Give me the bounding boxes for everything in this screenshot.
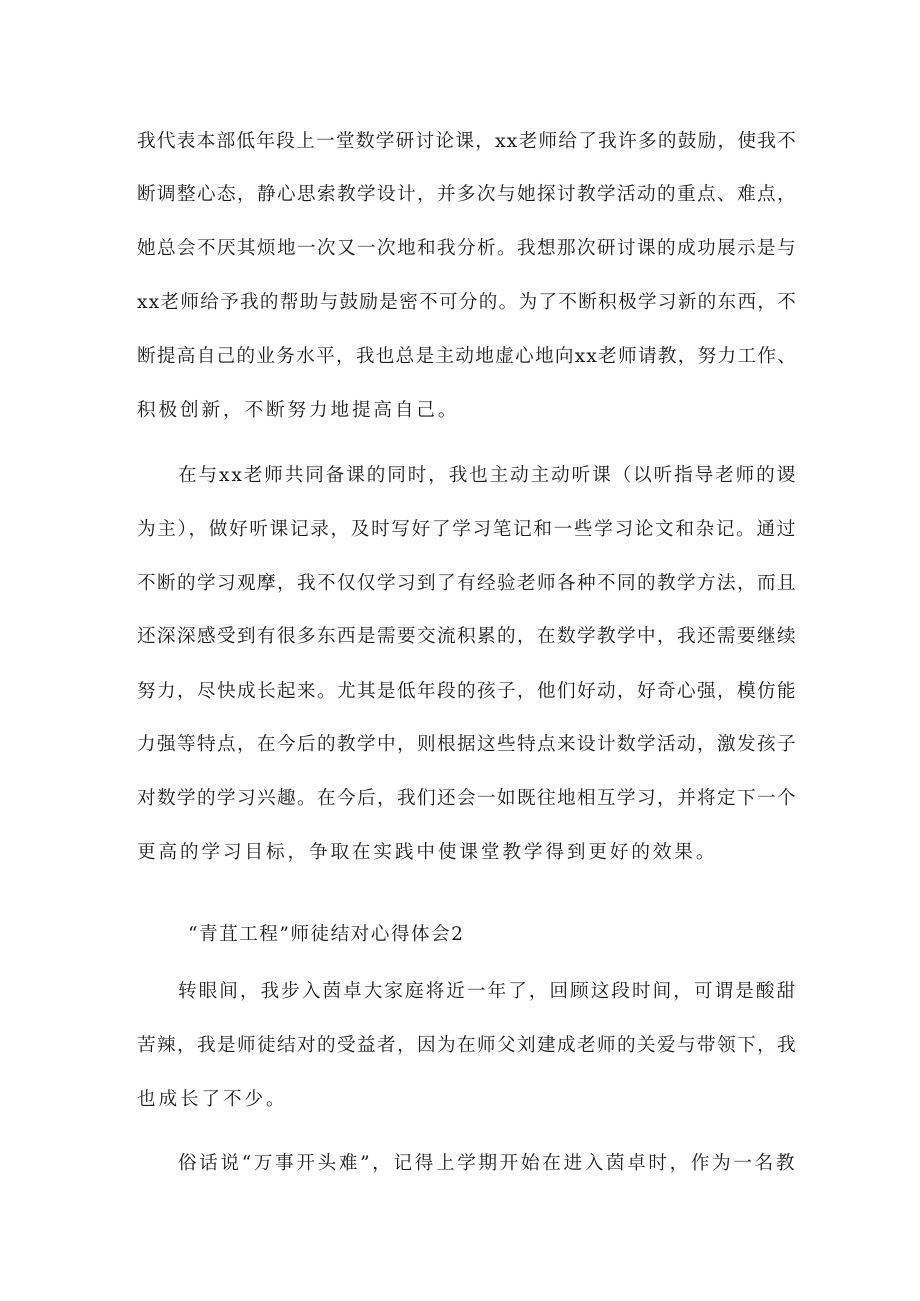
paragraph-2-line-1: 在与xx老师共同备课的同时，我也主动主动听课（以听指导老师的谡 — [178, 465, 798, 486]
paragraph-1-line-6: 积极创新，不断努力地提高自己。 — [137, 400, 460, 421]
paragraph-2-line-8: 更高的学习目标，争取在实践中使课堂教学得到更好的效果。 — [137, 842, 718, 863]
paragraph-2-line-6: 力强等特点，在今后的教学中，则根据这些特点来设计数学活动，激发孩子 — [137, 734, 797, 755]
paragraph-3-line-2: 苦辣，我是师徒结对的受益者，因为在师父刘建成老师的关爱与带领下，我 — [137, 1035, 797, 1056]
paragraph-1-line-2: 断调整心态，静心思索教学设计，并多次与她探讨教学活动的重点、难点， — [137, 184, 797, 205]
paragraph-2-line-5: 努力，尽快成长起来。尤其是低年段的孩子，他们好动，好奇心强，模仿能 — [137, 681, 797, 702]
paragraph-1-line-1: 我代表本部低年段上一堂数学研讨论课，xx老师给了我许多的鼓励，使我不 — [137, 131, 797, 152]
paragraph-2-line-7: 对数学的学习兴趣。在今后，我们还会一如既往地相互学习，并将定下一个 — [137, 788, 797, 809]
paragraph-2-line-3: 不断的学习观摩，我不仅仅学习到了有经验老师各种不同的教学方法，而且 — [137, 573, 797, 594]
paragraph-1-line-5: 断提高自己的业务水平，我也总是主动地虚心地向xx老师请教，努力工作、 — [137, 346, 797, 367]
paragraph-2-line-2: 为主），做好听课记录，及时写好了学习笔记和一些学习论文和杂记。通过 — [137, 519, 797, 540]
paragraph-3-line-3: 也成长了不少。 — [137, 1089, 288, 1110]
paragraph-2-line-4: 还深深感受到有很多东西是需要交流积累的，在数学教学中，我还需要继续 — [137, 626, 797, 647]
paragraph-3-line-1: 转眼间，我步入茵卓大家庭将近一年了，回顾这段时间，可谓是酸甜 — [178, 981, 797, 1002]
paragraph-4-line-1: 俗话说“万事开头难”，记得上学期开始在进入茵卓时，作为一名教 — [178, 1153, 798, 1174]
paragraph-1-line-3: 她总会不厌其烦地一次又一次地和我分析。我想那次研讨课的成功展示是与 — [137, 238, 797, 259]
section-heading: “青苴工程”师徒结对心得体会2 — [188, 924, 465, 945]
paragraph-1-line-4: xx老师给予我的帮助与鼓励是密不可分的。为了不断积极学习新的东西，不 — [137, 292, 797, 313]
